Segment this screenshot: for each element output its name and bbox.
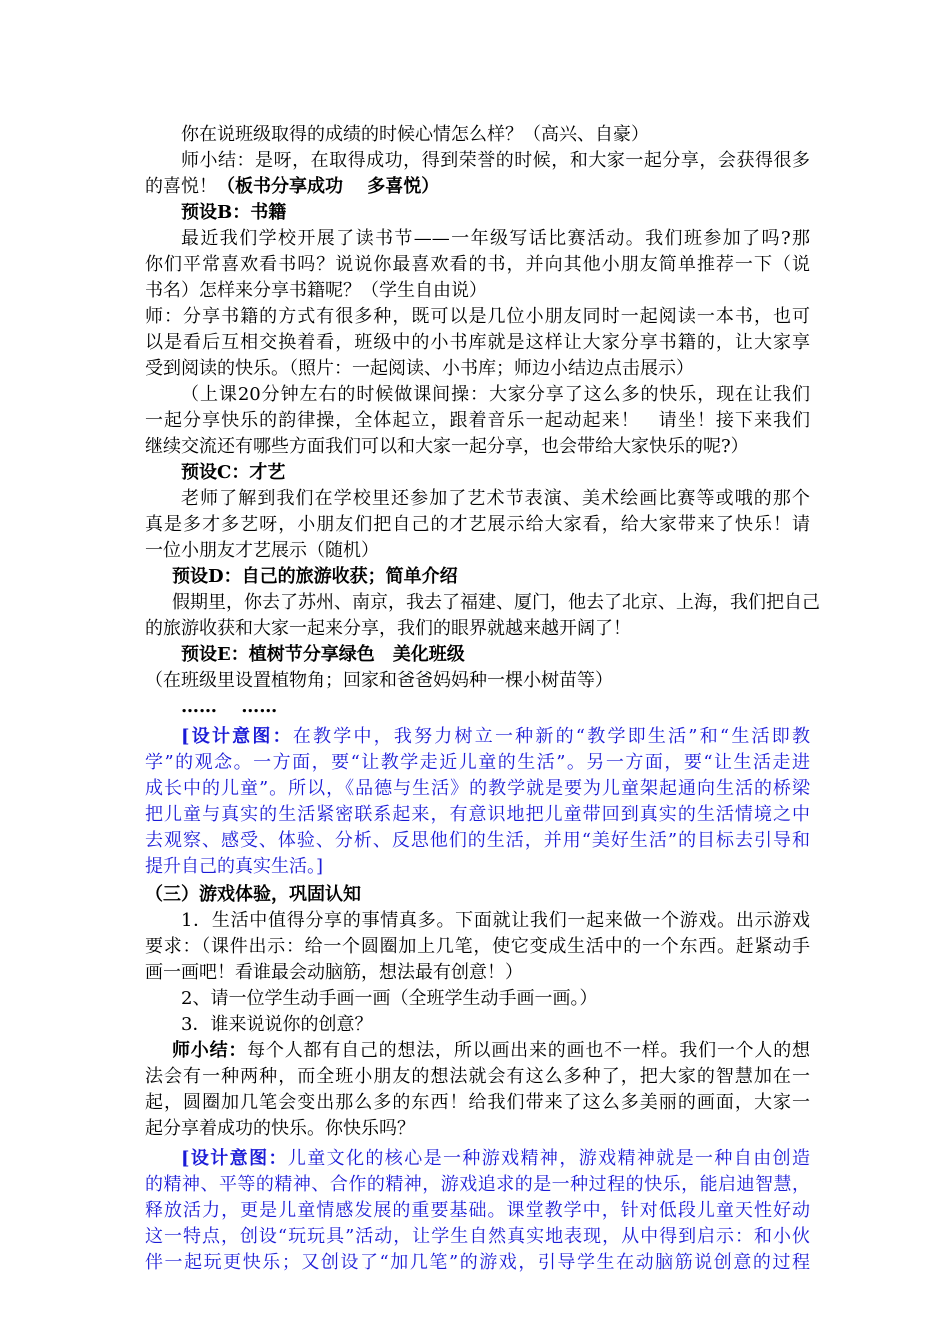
board-note: （板书分享成功 多喜悦）: [217, 176, 440, 197]
paragraph-line: 的旅游收获和大家一起来分享，我们的眼界就越来越开阔了！: [145, 618, 631, 639]
text-run: 的喜悦！: [145, 176, 217, 197]
text-run: 在教学中，我努力树立一种新的“教学即生活”和“生活即教: [292, 726, 810, 747]
teacher-summary-label: 师小结：: [172, 1040, 248, 1061]
paragraph-line: 真是多才多艺呀，小朋友们把自己的才艺展示给大家看，给大家带来了快乐！请: [145, 514, 810, 535]
design-intent-line: 释放活力，更是儿童情感发展的重要基础。课堂教学中，针对低段儿童天性好动: [145, 1200, 810, 1221]
section-heading: （三）游戏体验，巩固认知: [145, 884, 361, 905]
paragraph-line: 你在说班级取得的成绩的时候心情怎么样？（高兴、自豪）: [181, 124, 649, 145]
paragraph-line: 起，圆圈加几笔会变出那么多的东西！给我们带来了这么多美丽的画面，大家一: [145, 1092, 810, 1113]
design-intent-label: [设计意图：: [181, 726, 293, 747]
paragraph-line: 法会有一种两种，而全班小朋友的想法就会有这么多种了，把大家的智慧加在一: [145, 1066, 810, 1087]
preset-heading: 预设B：书籍: [181, 202, 287, 223]
design-intent-line: 提升自己的真实生活。]: [145, 856, 324, 877]
preset-heading: 预设D：自己的旅游收获；简单介绍: [172, 566, 458, 587]
paragraph-line: 画一画吧！看谁最会动脑筋，想法最有创意！）: [145, 962, 523, 983]
text-run: 儿童文化的核心是一种游戏精神，游戏精神就是一种自由创造: [287, 1148, 810, 1169]
design-intent-line: 这一特点，创设“玩玩具”活动，让学生自然真实地表现，从中得到启示：和小伙: [145, 1226, 810, 1247]
paragraph-line: 一起分享快乐的韵律操，全体起立，跟着音乐一起动起来！ 请坐！接下来我们: [145, 410, 810, 431]
paragraph-line: （在班级里设置植物角；回家和爸爸妈妈种一棵小树苗等）: [145, 670, 613, 691]
design-intent-line: [181, 1146, 810, 1172]
design-intent-line: [181, 724, 810, 750]
paragraph-line: 老师了解到我们在学校里还参加了艺术节表演、美术绘画比赛等或哦的那个: [181, 488, 810, 509]
design-intent-line: 去观察、感受、体验、分析、反思他们的生活，并用“美好生活”的目标去引导和: [145, 830, 810, 851]
paragraph-line: 师：分享书籍的方式有很多种，既可以是几位小朋友同时一起阅读一本书，也可: [145, 306, 810, 327]
paragraph-line: 最近我们学校开展了读书节——一年级写话比赛活动。我们班参加了吗?那: [181, 228, 810, 249]
design-intent-line: 成长中的儿童”。所以，《品德与生活》的教学就是要为儿童架起通向生活的桥梁: [145, 778, 810, 799]
paragraph-line: 起分享着成功的快乐。你快乐吗？: [145, 1118, 415, 1139]
paragraph-line: 2、请一位学生动手画一画（全班学生动手画一画。）: [181, 988, 598, 1009]
paragraph-line: 一位小朋友才艺展示（随机）: [145, 540, 379, 561]
paragraph-line: 师小结：是呀，在取得成功，得到荣誉的时候，和大家一起分享，会获得很多: [181, 150, 810, 171]
paragraph-line: 受到阅读的快乐。（照片：一起阅读、小书库；师边小结边点击展示）: [145, 358, 694, 379]
paragraph-line: 3．谁来说说你的创意？: [181, 1014, 373, 1035]
design-intent-line: 学”的观念。一方面，要“让教学走近儿童的生活”。另一方面，要“让生活走进: [145, 752, 810, 773]
design-intent-line: 把儿童与真实的生活紧密联系起来，有意识地把儿童带回到真实的生活情境之中: [145, 804, 810, 825]
paragraph-line: （上课20分钟左右的时候做课间操：大家分享了这么多的快乐，现在让我们: [181, 384, 810, 405]
design-intent-line: 伴一起玩更快乐；又创设了“加几笔”的游戏，引导学生在动脑筋说创意的过程: [145, 1252, 810, 1273]
design-intent-label: [设计意图：: [181, 1148, 288, 1169]
paragraph-line: 假期里，你去了苏州、南京，我去了福建、厦门，他去了北京、上海，我们把自己: [172, 592, 820, 613]
ellipsis-line: …… ……: [181, 696, 278, 717]
paragraph-line: 书名）怎样来分享书籍呢？（学生自由说）: [145, 280, 487, 301]
paragraph-line: 1．生活中值得分享的事情真多。下面就让我们一起来做一个游戏。出示游戏: [181, 910, 810, 931]
paragraph-line: 以是看后互相交换着看，班级中的小书库就是这样让大家分享书籍的，让大家享: [145, 332, 810, 353]
paragraph-line: 要求：（课件出示：给一个圆圈加上几笔，使它变成生活中的一个东西。赶紧动手: [145, 936, 810, 957]
paragraph-line: 继续交流还有哪些方面我们可以和大家一起分享，也会带给大家快乐的呢?）: [145, 436, 749, 457]
text-run: 每个人都有自己的想法，所以画出来的画也不一样。我们一个人的想: [247, 1040, 811, 1061]
preset-heading: 预设C：才艺: [181, 462, 286, 483]
paragraph-line: 你们平常喜欢看书吗？说说你最喜欢看的书，并向其他小朋友简单推荐一下（说: [145, 254, 810, 275]
paragraph-line: [145, 174, 810, 200]
preset-heading: 预设E：植树节分享绿色 美化班级: [181, 644, 465, 665]
paragraph-line: [172, 1038, 810, 1064]
design-intent-line: 的精神、平等的精神、合作的精神，游戏追求的是一种过程的快乐，能启迪智慧，: [145, 1174, 810, 1195]
